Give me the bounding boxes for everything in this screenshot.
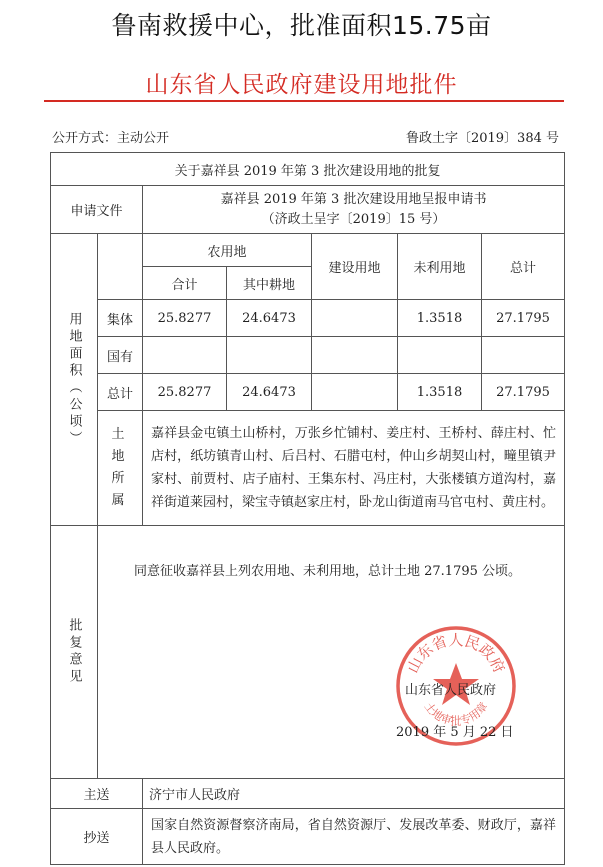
signing-authority: 山东省人民政府 <box>405 683 497 698</box>
approval-label: 批复意见 <box>66 618 82 686</box>
header-arable: 其中耕地 <box>227 267 312 300</box>
seal-upper-text: 山东省人民政府 <box>403 631 509 676</box>
table-row <box>51 374 565 411</box>
cc-label: 抄送 <box>51 809 143 865</box>
row-label: 国有 <box>98 337 143 374</box>
recipient-value: 济宁市人民政府 <box>143 779 565 809</box>
cell-unused: 1.3518 <box>398 300 482 337</box>
approval-row <box>51 526 565 779</box>
header-farmland: 农用地 <box>143 234 312 267</box>
signing-date: 2019 年 5 月 22 日 <box>396 725 514 740</box>
approval-label-cell <box>51 526 98 779</box>
approval-opinion-cell <box>98 526 565 779</box>
cell-arable: 24.6473 <box>227 300 312 337</box>
table-row <box>51 300 565 337</box>
cell-subtotal: 25.8277 <box>143 374 227 411</box>
header-row-1 <box>51 234 565 267</box>
area-label-cell <box>51 234 98 526</box>
title-rule <box>44 100 564 102</box>
cc-value: 国家自然资源督察济南局，省自然资源厅、发展改革委、财政厅，嘉祥县人民政府。 <box>143 809 565 865</box>
blank-header <box>98 234 143 300</box>
subject-row <box>51 153 565 186</box>
document-title: 山东省人民政府建设用地批件 <box>145 72 458 98</box>
cell-construction <box>312 300 398 337</box>
application-line-1: 嘉祥县 2019 年第 3 批次建设用地呈报申请书 <box>220 191 487 207</box>
header-total: 总计 <box>482 234 565 300</box>
row-label: 集体 <box>98 300 143 337</box>
application-row <box>51 186 565 234</box>
cell-unused: 1.3518 <box>398 374 482 411</box>
cell-construction <box>312 374 398 411</box>
approval-text: 同意征收嘉祥县上列农用地、未利用地，总计土地 27.1795 公顷。 <box>134 564 522 579</box>
seal-lower-text: 土地审批专用章 <box>421 699 491 728</box>
cc-row <box>51 809 565 865</box>
disclosure-method: 公开方式：主动公开 <box>52 131 170 146</box>
cell-subtotal <box>143 337 227 374</box>
location-row <box>51 411 565 526</box>
application-document <box>143 186 565 234</box>
header-unused: 未利用地 <box>398 234 482 300</box>
headline: 鲁南救援中心，批准面积15.75亩 <box>111 11 492 40</box>
location-label-cell <box>98 411 143 526</box>
application-line-2: （济政土呈字〔2019〕15 号） <box>261 211 446 227</box>
cell-total: 27.1795 <box>482 374 565 411</box>
approval-table <box>50 152 565 865</box>
recipient-row <box>51 779 565 809</box>
cell-unused <box>398 337 482 374</box>
cell-total <box>482 337 565 374</box>
recipient-label: 主送 <box>51 779 143 809</box>
area-label: 用地面积（公顷） <box>66 311 82 448</box>
header-construction: 建设用地 <box>312 234 398 300</box>
cell-total: 27.1795 <box>482 300 565 337</box>
location-villages: 嘉祥县金屯镇土山桥村，万张乡忙铺村、姜庄村、王桥村、薛庄村、忙店村，纸坊镇青山村、后吕村、石腊屯村，仲山乡胡契山村，疃里镇尹家村、前贾村、店子庙村、王集东村、冯庄村，大张楼镇方道沟村，嘉祥街道莱园村，梁宝寺镇赵家庄村，卧龙山街道南马官屯村、黄庄村。 <box>143 411 565 526</box>
cell-arable: 24.6473 <box>227 374 312 411</box>
header-subtotal: 合计 <box>143 267 227 300</box>
document-number: 鲁政土字〔2019〕384 号 <box>405 131 559 146</box>
cell-subtotal: 25.8277 <box>143 300 227 337</box>
row-label: 总计 <box>98 374 143 411</box>
cell-arable <box>227 337 312 374</box>
location-label: 土地所属 <box>111 427 129 508</box>
application-label: 申请文件 <box>51 186 143 234</box>
cell-construction <box>312 337 398 374</box>
table-row <box>51 337 565 374</box>
subject: 关于嘉祥县 2019 年第 3 批次建设用地的批复 <box>51 153 565 186</box>
